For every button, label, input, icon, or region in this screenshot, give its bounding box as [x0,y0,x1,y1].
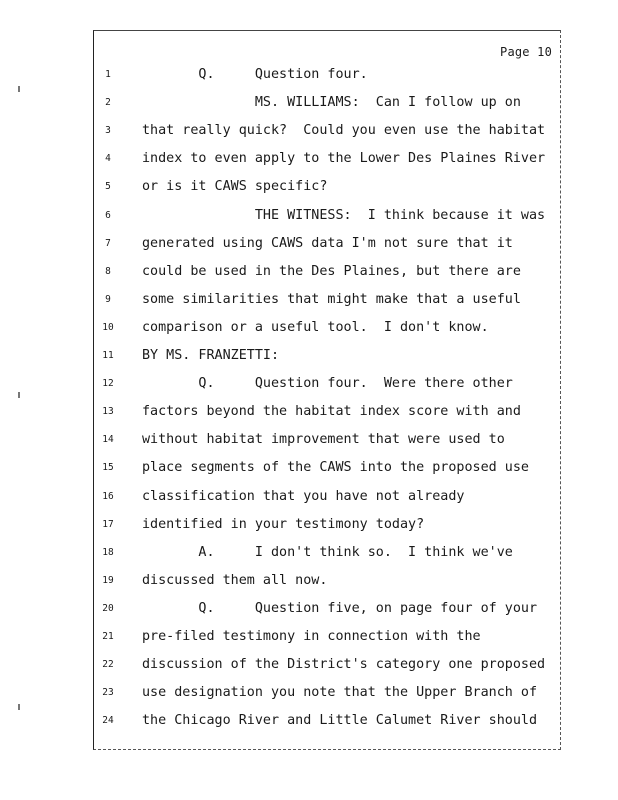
line-number: 21 [102,631,114,642]
line-text: factors beyond the habitat index score with and [142,404,521,420]
transcript-line [94,318,562,338]
transcript-line [94,402,562,422]
transcript-line [94,487,562,507]
transcript-line [94,543,562,563]
line-number: 23 [102,687,114,699]
line-number: 6 [105,209,111,221]
line-number: 12 [102,378,114,390]
line-text: the Chicago River and Little Calumet River should [142,713,538,729]
transcript-line [94,571,562,591]
page-number: Page 10 [500,45,552,59]
margin-mark [18,704,20,710]
line-text: classification that you have not already [142,488,465,504]
margin-mark [18,86,20,92]
line-text: could be used in the Des Plaines, but there are [142,263,521,279]
transcript-line [94,683,562,703]
line-text: place segments of the CAWS into the proposed use [142,460,529,476]
line-number: 24 [102,715,114,727]
transcript-line [94,711,562,731]
transcript-line [94,93,562,113]
margin-mark [18,392,20,398]
line-number: 1 [105,69,111,80]
transcript-line [94,430,562,450]
transcript-line [94,599,562,619]
line-number: 3 [105,125,111,137]
transcript-line [94,262,562,282]
line-number: 16 [102,490,114,502]
line-text: discussed them all now. [142,572,328,588]
line-number: 14 [102,434,114,446]
line-number: 15 [102,462,114,474]
transcript-line [94,627,562,647]
line-number: 7 [105,237,111,249]
line-number: 5 [105,181,111,193]
transcript-line [94,346,562,366]
line-number: 10 [102,321,114,333]
transcript-line [94,290,562,310]
line-number: 11 [102,350,114,361]
line-number: 18 [102,546,114,558]
line-text: THE WITNESS: I think because it was [142,207,546,223]
line-text: generated using CAWS data I'm not sure that it [142,235,513,251]
line-number: 22 [102,659,114,671]
line-text: without habitat improvement that were used to [142,432,505,448]
line-text: comparison or a useful tool. I don't know. [142,319,489,335]
transcript-line [94,149,562,169]
transcript-line [94,177,562,197]
line-text: A. I don't think so. I think we've [142,544,513,560]
transcript-line [94,374,562,394]
line-number: 8 [105,265,111,277]
line-number: 2 [105,97,111,109]
line-text: some similarities that might make that a useful [142,291,521,307]
transcript-line [94,515,562,535]
line-number: 4 [105,153,111,165]
line-text: that really quick? Could you even use the habitat [142,123,546,139]
line-text: or is it CAWS specific? [142,179,328,195]
transcript-line [94,121,562,141]
line-number: 13 [102,406,114,418]
line-text: MS. WILLIAMS: Can I follow up on [142,95,521,111]
line-text: discussion of the District's category one proposed [142,657,546,673]
line-number: 20 [102,602,114,614]
line-text: pre-filed testimony in connection with the [142,629,481,644]
line-text: identified in your testimony today? [142,516,425,532]
transcript-line [94,655,562,675]
line-text: use designation you note that the Upper Branch of [142,685,538,701]
line-text: Q. Question four. Were there other [142,376,513,392]
transcript-page [93,30,561,750]
transcript-line [94,206,562,226]
line-number: 9 [105,293,111,305]
line-text: Q. Question five, on page four of your [142,600,538,616]
transcript-line [94,65,562,85]
transcript-line [94,234,562,254]
line-number: 19 [102,574,114,586]
transcript-line [94,458,562,478]
line-text: index to even apply to the Lower Des Plaines River [142,151,546,167]
line-text: Q. Question four. [142,67,368,82]
line-number: 17 [102,518,114,530]
line-text: BY MS. FRANZETTI: [142,348,280,363]
